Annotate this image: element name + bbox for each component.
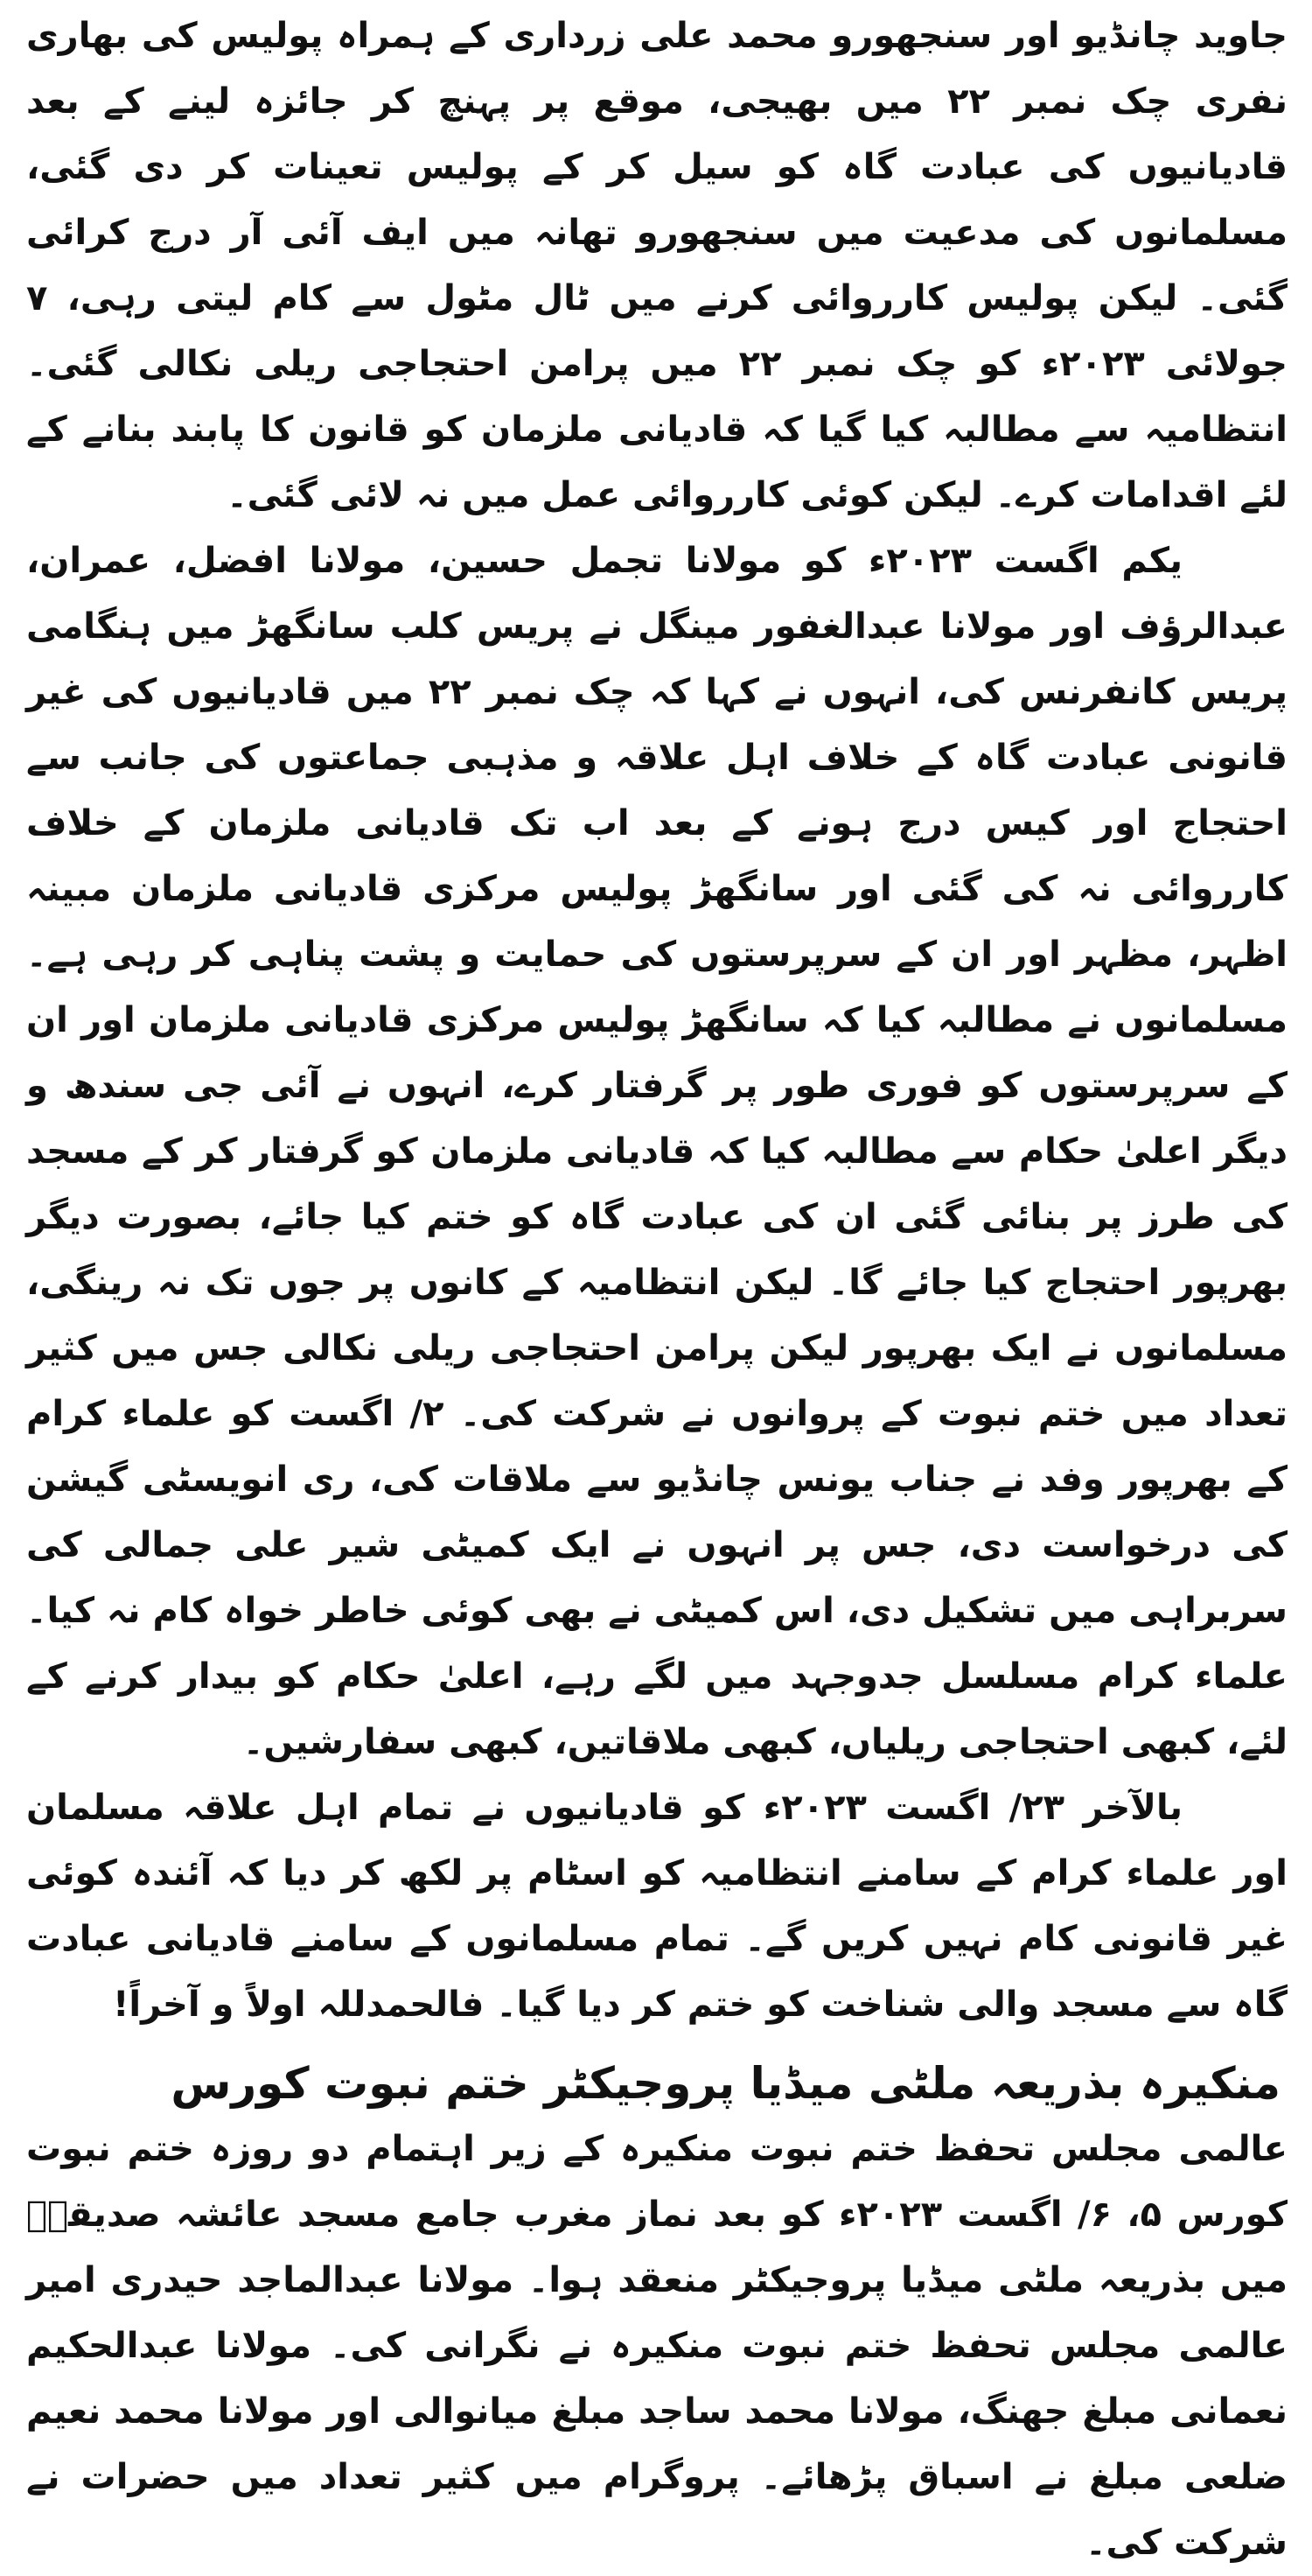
paragraph-course: عالمی مجلس تحفظ ختم نبوت منکیرہ کے زیر اہتمام دو روزہ ختم نبوت کورس ۵، ۶/ اگست ۲۰۲۳ء کو بعد نماز مغرب جامع مسجد عائشہ صدیقہؓ میں بذریعہ ملٹی میڈیا پروجیکٹر منعقد ہوا۔ مولانا عبدالماجد حیدری امیر عالمی مجلس تحفظ ختم نبوت منکیرہ نے نگرانی کی۔ مولانا عبدالحکیم نعمانی مبلغ جھنگ، مولانا محمد ساجد مبلغ میانوالی اور مولانا محمد نعیم ضلعی مبلغ نے اسباق پڑھائے۔ پروگرام میں کثیر تعداد میں حضرات نے شرکت کی۔ (26, 2129, 1288, 2563)
section-heading: منکیرہ بذریعہ ملٹی میڈیا پروجیکٹر ختم نبوت کورس (171, 2058, 1281, 2109)
paragraph-police-action: جاوید چانڈیو اور سنجھورو محمد علی زرداری کے ہمراہ پولیس کی بھاری نفری چک نمبر ۲۲ میں بھیجی، موقع پر پہنچ کر جائزہ لینے کے بعد قادیانیوں کی عبادت گاہ کو سیل کر کے پولیس تعینات کر دی گئی، مسلمانوں کی مدعیت میں سنجھورو تھانہ میں ایف آئی آر درج کرائی گئی۔ لیکن پولیس کارروائی کرنے میں ٹال مٹول سے کام لیتی رہی، ۷ جولائی ۲۰۲۳ء کو چک نمبر ۲۲ میں پرامن احتجاجی ریلی نکالی گئی۔ انتظامیہ سے مطالبہ کیا گیا کہ قادیانی ملزمان کو قانون کا پابند بنانے کے لئے اقدامات کرے۔ لیکن کوئی کارروائی عمل میں نہ لائی گئی۔ (26, 16, 1288, 515)
paragraph-resolution: بالآخر ۲۳/ اگست ۲۰۲۳ء کو قادیانیوں نے تمام اہل علاقہ مسلمان اور علماء کرام کے سامنے انتظامیہ کو اسٹام پر لکھ کر دیا کہ آئندہ کوئی غیر قانونی کام نہیں کریں گے۔ تمام مسلمانوں کے سامنے قادیانی عبادت گاہ سے مسجد والی شناخت کو ختم کر دیا گیا۔ فالحمدللہ اولاً و آخراً! (26, 1788, 1288, 2025)
article-page (26, 4, 1288, 2576)
paragraph-press-conference: یکم اگست ۲۰۲۳ء کو مولانا تجمل حسین، مولانا افضل، عمران، عبدالرؤف اور مولانا عبدالغفور مینگل نے پریس کلب سانگھڑ میں ہنگامی پریس کانفرنس کی، انہوں نے کہا کہ چک نمبر ۲۲ میں قادیانیوں کی غیر قانونی عبادت گاہ کے خلاف اہل علاقہ و مذہبی جماعتوں کی جانب سے احتجاج اور کیس درج ہونے کے بعد اب تک قادیانی ملزمان کے خلاف کارروائی نہ کی گئی اور سانگھڑ پولیس مرکزی قادیانی ملزمان مبینہ اظہر، مظہر اور ان کے سرپرستوں کی حمایت و پشت پناہی کر رہی ہے۔ مسلمانوں نے مطالبہ کیا کہ سانگھڑ پولیس مرکزی قادیانی ملزمان اور ان کے سرپرستوں کو فوری طور پر گرفتار کرے، انہوں نے آئی جی سندھ و دیگر اعلیٰ حکام سے مطالبہ کیا کہ قادیانی ملزمان کو گرفتار کر کے مسجد کی طرز پر بنائی گئی ان کی عبادت گاہ کو ختم کیا جائے، بصورت دیگر بھرپور احتجاج کیا جائے گا۔ لیکن انتظامیہ کے کانوں پر جوں تک نہ رینگی، مسلمانوں نے ایک بھرپور لیکن پرامن احتجاجی ریلی نکالی جس میں کثیر تعداد میں ختم نبوت کے پروانوں نے شرکت کی۔ ۲/ اگست کو علماء کرام کے بھرپور وفد نے جناب یونس چانڈیو سے ملاقات کی، ری انویسٹی گیشن کی درخواست دی، جس پر انہوں نے ایک کمیٹی شیر علی جمالی کی سربراہی میں تشکیل دی، اس کمیٹی نے بھی کوئی خاطر خواہ کام نہ کیا۔ علماء کرام مسلسل جدوجہد میں لگے رہے، اعلیٰ حکام کو بیدار کرنے کے لئے، کبھی احتجاجی ریلیاں، کبھی ملاقاتیں، کبھی سفارشیں۔ (26, 541, 1288, 1762)
